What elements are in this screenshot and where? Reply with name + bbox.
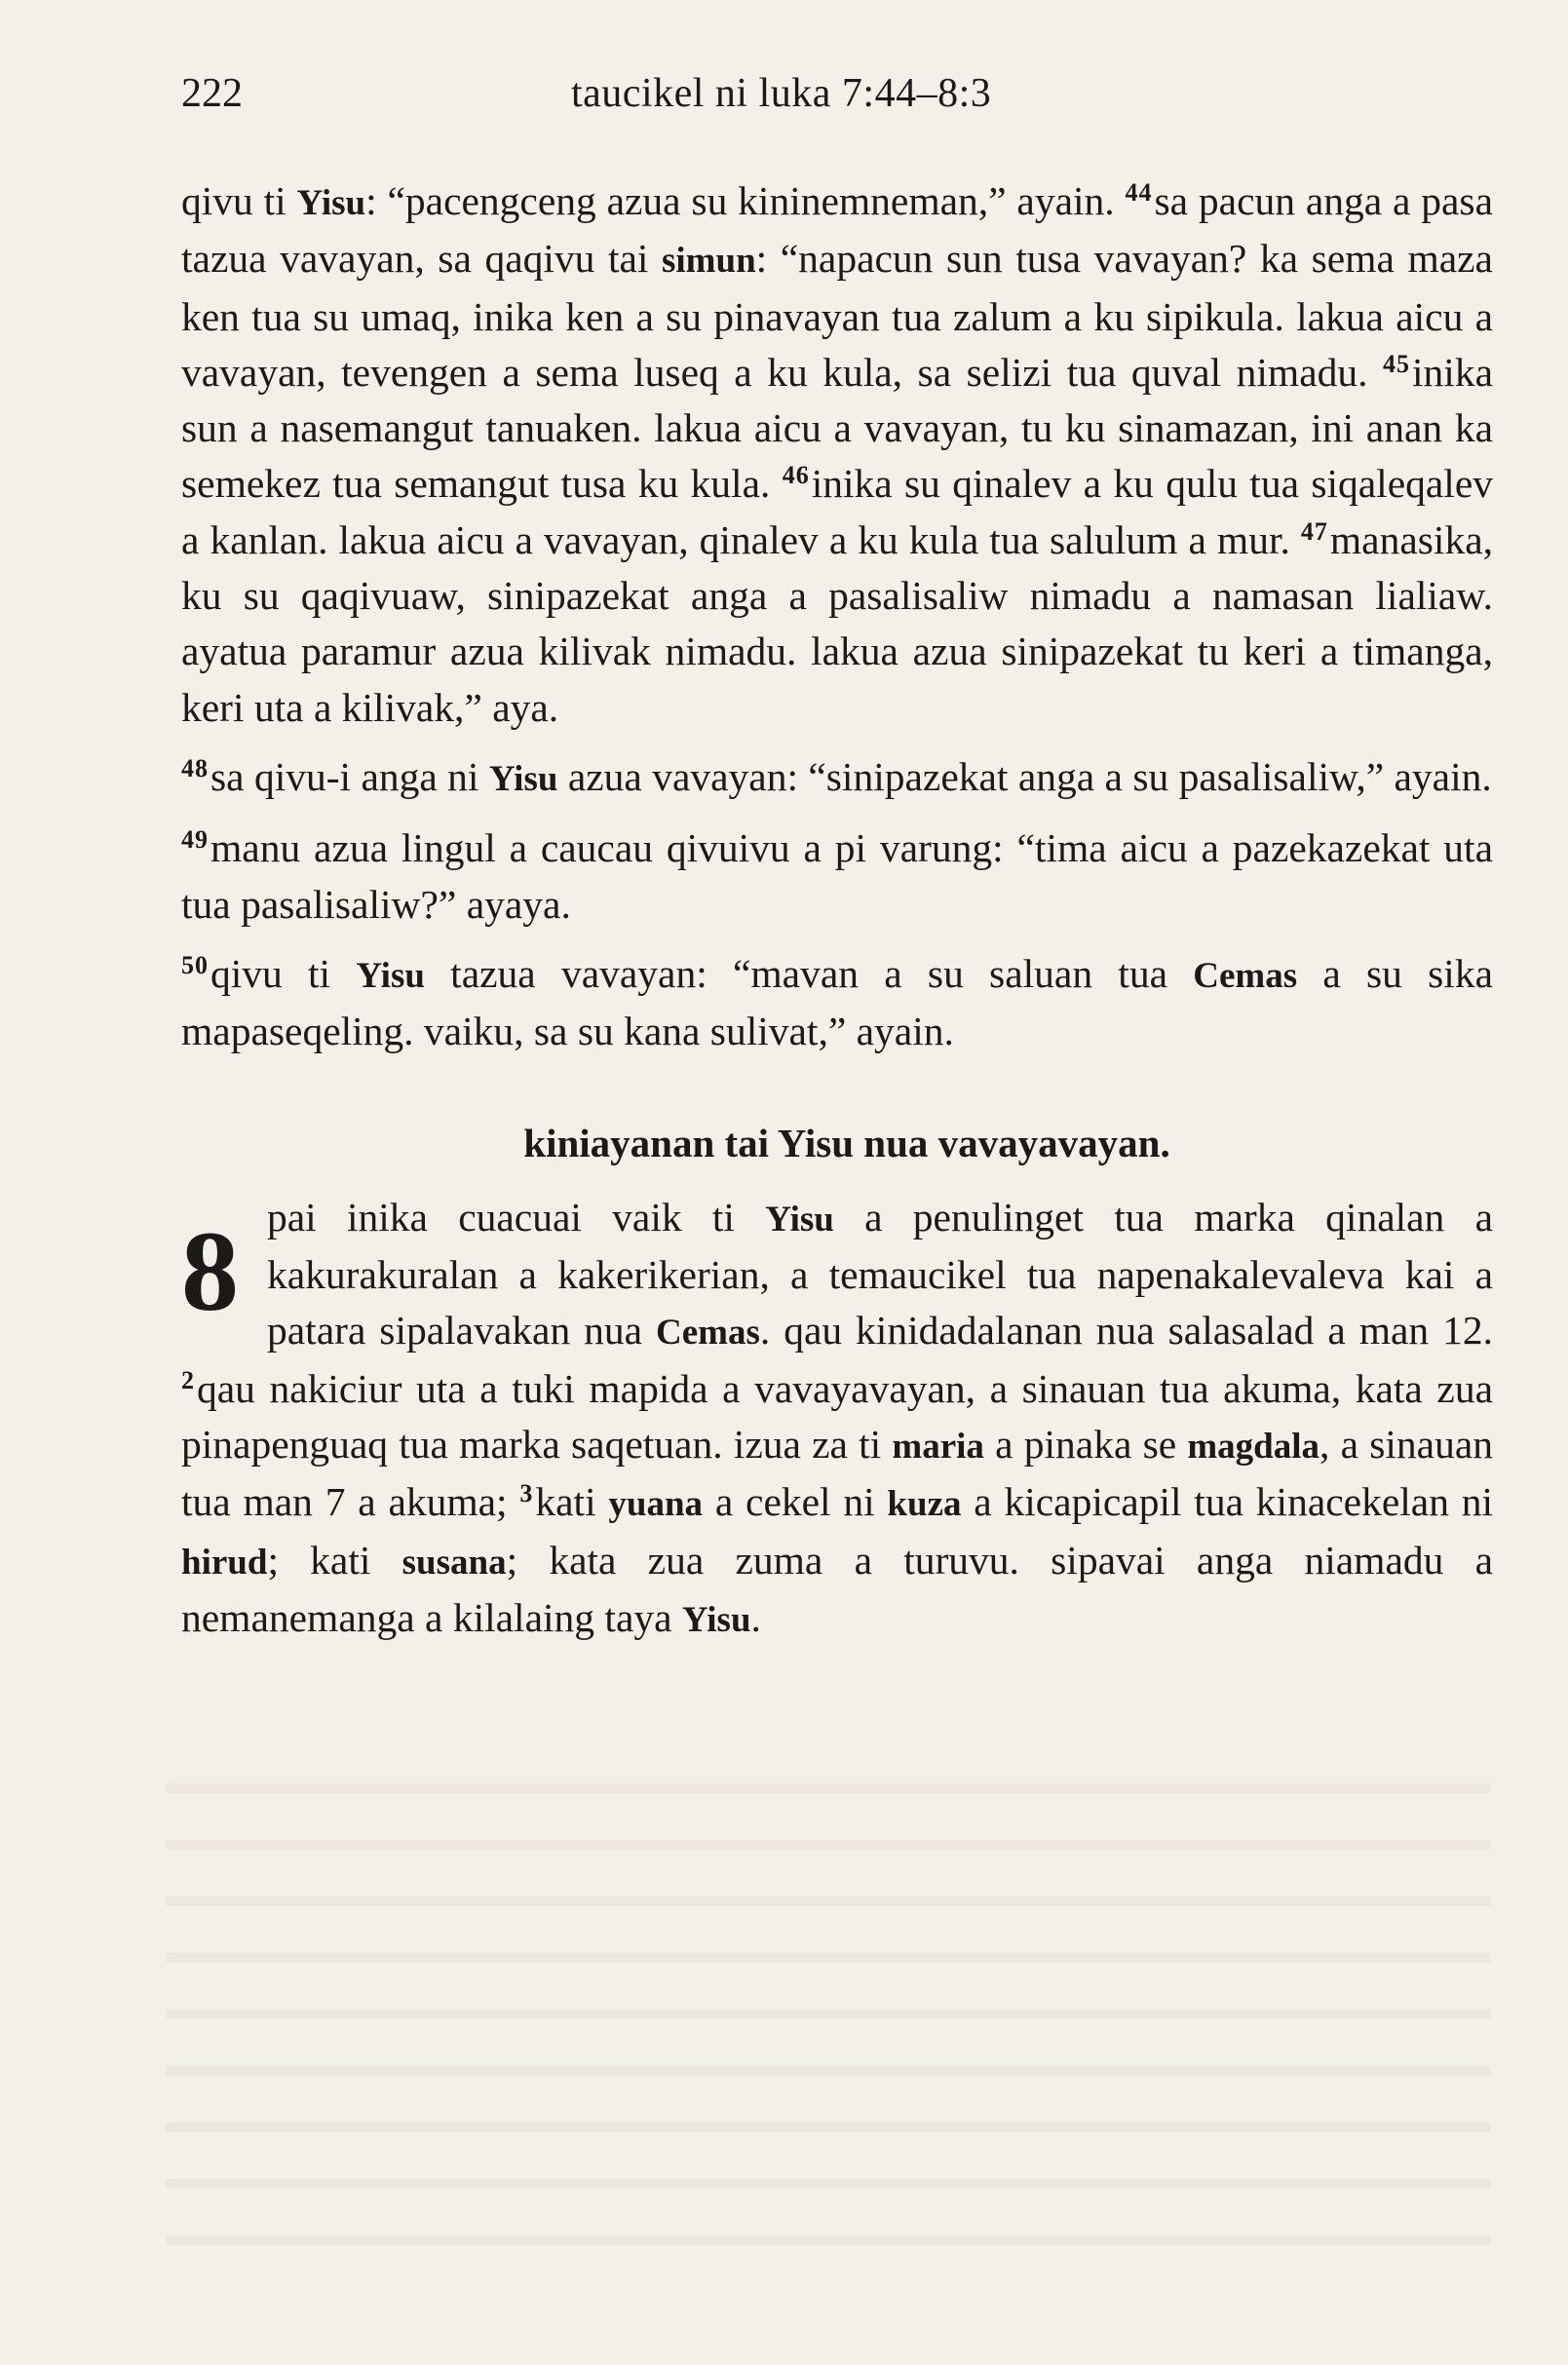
- verse-number: 44: [1125, 178, 1153, 207]
- verse-number: 48: [181, 753, 209, 782]
- paragraph-7-48: [181, 749, 1493, 807]
- text-run: .: [750, 1594, 761, 1640]
- paragraph-7-50: [181, 946, 1493, 1060]
- name-bold: Cemas: [1193, 955, 1298, 996]
- name-bold: Cemas: [656, 1313, 760, 1354]
- verse-number: 47: [1300, 516, 1328, 546]
- name-bold: Yisu: [681, 1599, 751, 1640]
- text-run: a su sika mapaseqeling. vaiku, sa su kana sulivat,” ayain.: [181, 950, 1494, 1054]
- text-run: qivu ti: [210, 950, 357, 996]
- name-bold: hirud: [181, 1542, 268, 1583]
- text-run: a penulinget tua marka qinalan a kakurakuralan a kakerikerian, a temaucikel tua napenakalevaleva kai a patara sipalavakan nua: [267, 1194, 1493, 1354]
- name-bold: Yisu: [488, 758, 558, 799]
- text-run: inika su qinalev a ku qulu tua siqaleqalev a kanlan. lakua aicu a vavayan, qinalev a ku kula tua salulum a mur.: [181, 461, 1493, 562]
- text-run: sa pacun anga a pasa tazua vavayan, sa qaqivu tai: [181, 178, 1493, 282]
- text-run: tazua vavayan: “mavan a su saluan tua: [424, 950, 1194, 996]
- text-run: a cekel ni: [703, 1479, 888, 1525]
- paragraph-8-1-3: [181, 1190, 1493, 1648]
- text-run: qivu ti: [181, 178, 297, 223]
- text-run: manu azua lingul a caucau qivuivu a pi varung: “tima aicu a pazekazekat uta tua pasalisaliw?” ayaya.: [181, 825, 1493, 927]
- name-bold: Yisu: [765, 1199, 834, 1240]
- name-bold: simun: [662, 241, 756, 282]
- paragraph-7-43-47: [181, 173, 1493, 736]
- text-run: a pinaka se: [983, 1421, 1188, 1467]
- verse-number: 50: [181, 950, 209, 979]
- verse-number: 2: [181, 1365, 195, 1394]
- text-run: inika sun a nasemangut tanuaken. lakua aicu a vavayan, tu ku sinamazan, ini anan ka semekez tua semangut tusa ku kula.: [181, 349, 1493, 507]
- text-run: . qau kinidadalanan nua salasalad a man 12.: [759, 1308, 1493, 1354]
- text-run: sa qivu-i anga ni: [210, 753, 489, 799]
- text-run: pai inika cuacuai vaik ti: [267, 1194, 766, 1240]
- paragraph-7-49: [181, 820, 1493, 933]
- show-through-bleed: [166, 1754, 1491, 2261]
- text-run: qau nakiciur uta a tuki mapida a vavayavayan, a sinauan tua akuma, kata zua pinapenguaq tua marka saqetuan. izua za ti: [181, 1365, 1493, 1467]
- text-run: , a sinauan tua man 7 a akuma;: [181, 1421, 1493, 1525]
- name-bold: Yisu: [296, 183, 366, 223]
- running-head: taucikel ni luka 7:44–8:3: [571, 71, 992, 116]
- verse-number: 45: [1383, 349, 1411, 378]
- verse-number: 46: [782, 461, 810, 490]
- name-bold: yuana: [608, 1484, 704, 1525]
- text-run: a kicapicapil tua kinacekelan ni: [961, 1479, 1494, 1525]
- text-run: azua vavayan: “sinipazekat anga a su pasalisaliw,” ayain.: [557, 753, 1492, 799]
- name-bold: susana: [402, 1542, 507, 1583]
- chapter-number: 8: [181, 1206, 239, 1335]
- text-run: ; kati: [267, 1537, 402, 1583]
- name-bold: magdala: [1187, 1426, 1320, 1467]
- text-run: kati: [535, 1479, 609, 1525]
- body-text: [181, 173, 1493, 1648]
- section-heading: kiniayanan tai Yisu nua vavayavayan.: [523, 1121, 1170, 1166]
- text-run: : “pacengceng azua su kininemneman,” ayain.: [365, 178, 1126, 223]
- verse-number: 49: [181, 825, 209, 855]
- page-header: [181, 70, 1526, 129]
- name-bold: kuza: [887, 1484, 962, 1525]
- name-bold: maria: [892, 1426, 984, 1467]
- page-number: 222: [181, 71, 243, 116]
- text-run: manasika, ku su qaqivuaw, sinipazekat anga a pasalisaliw nimadu a namasan lialiaw. ayatua paramur azua kilivak nimadu. lakua azua sinipazekat tu keri a timanga, keri uta a kilivak,” aya.: [181, 516, 1493, 730]
- text-run: : “napacun sun tusa vavayan? ka sema maza ken tua su umaq, inika ken a su pinavayan tua zalum a ku sipikula. lakua aicu a vavayan, tevengen a sema luseq a ku kula, sa selizi tua quval nimadu.: [181, 236, 1493, 395]
- text-run: ; kata zua zuma a turuvu. sipavai anga niamadu a nemanemanga a kilalaing taya: [181, 1537, 1493, 1640]
- verse-number: 3: [519, 1479, 534, 1508]
- name-bold: Yisu: [356, 955, 425, 996]
